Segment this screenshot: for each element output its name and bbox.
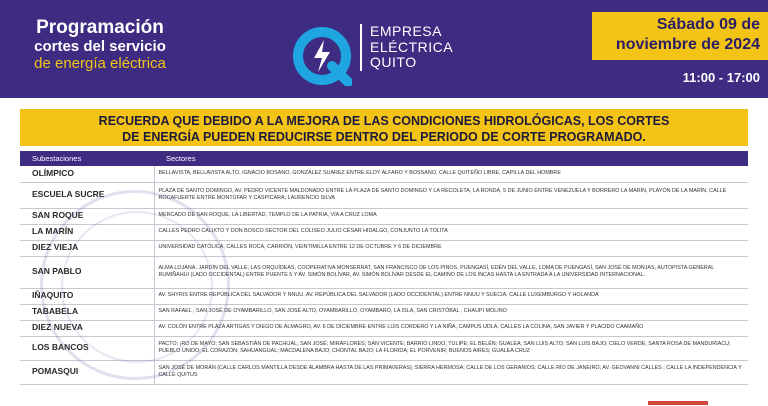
time-range: 11:00 - 17:00: [682, 70, 760, 85]
sectors-cell: CALLES PEDRO CALIXTO Y DON BOSCO SECTOR DEL COLISEO JULIO CÉSAR HIDALGO, CONJUNTO LA TOLITA: [154, 224, 748, 240]
substation-name: IÑAQUITO: [20, 288, 154, 304]
substation-name: DIEZ VIEJA: [20, 240, 154, 256]
company-name-line3: QUITO: [370, 54, 417, 70]
table-row: [20, 304, 748, 320]
table-row: [20, 182, 748, 208]
notice-line2: DE ENERGÍA PUEDEN REDUCIRSE DENTRO DEL PERIODO DE CORTE PROGRAMADO.: [122, 130, 646, 144]
table-row: [20, 256, 748, 288]
sectors-cell: MERCADO DE SAN ROQUE, LA LIBERTAD, TEMPLO DE LA PATRIA, VÍA A CRUZ LOMA: [154, 208, 748, 224]
notice-line1: RECUERDA QUE DEBIDO A LA MEJORA DE LAS CONDICIONES HIDROLÓGICAS, LOS CORTES: [98, 114, 670, 128]
sectors-cell: BELLAVISTA, BELLAVISTA ALTO, IGNACIO BOSANO, GONZÁLEZ SUAREZ ENTRE ELOY ALFARO Y BOSSANO, CALLE QUITEÑO LIBRE, CAPILLA DEL HOMBRE: [154, 166, 748, 182]
date-line1: Sábado 09 de: [656, 16, 760, 33]
substation-name: ESCUELA SUCRE: [20, 182, 154, 208]
substation-name: LOS BANCOS: [20, 336, 154, 360]
sectors-cell: SAN RAFAEL , SAN JOSÉ DE OYAMBARILLO, SAN JOSÉ ALTO, OYAMBARILLO, OYAMBARO, LA ISLA, SAN CRISTÓBAL , CHAUPI MOLINO: [154, 304, 748, 320]
table-row: [20, 208, 748, 224]
title-line3: de energía eléctrica: [34, 55, 166, 72]
sectors-cell: AV. SHYRIS ENTRE REPÚBLICA DEL SALVADOR Y NNUU, AV. REPÚBLICA DEL SALVADOR (LADO OCCIDENTAL) ENTRE NNUU Y SUECIA, CALLE LUXEMBURGO Y HOLANDA: [154, 288, 748, 304]
column-header-sectores: Sectores: [154, 151, 748, 166]
table-row: [20, 288, 748, 304]
title-line1: Programación: [36, 17, 164, 38]
table-row: [20, 360, 748, 384]
substation-name: OLÍMPICO: [20, 166, 154, 182]
table-row: [20, 336, 748, 360]
sectors-cell: AV. COLÓN ENTRE PLAZA ARTIGAS Y DIEGO DE ALMAGRO, AV. 6 DE DICIEMBRE ENTRE LUIS CORDERO Y LA NIÑA, CAMPUS UDLA, CALLES LA COLINA, SAN JAVIER Y PLACIDO CAAMAÑO: [154, 320, 748, 336]
date-line2: noviembre de 2024: [615, 36, 760, 53]
substation-name: LA MARÍN: [20, 224, 154, 240]
substation-name: TABABELA: [20, 304, 154, 320]
substation-name: SAN ROQUE: [20, 208, 154, 224]
column-header-subestaciones: Subestaciones: [20, 151, 154, 166]
table-row: [20, 166, 748, 182]
sectors-cell: PLAZA DE SANTO DOMINGO, AV. PEDRO VICENTE MALDONADO ENTRE LA PLAZA DE SANTO DOMINGO Y LA RECOLETA, LA RONDA, 5 DE JUNIO ENTRE VENEZUELA Y BORRERO LA MARÍN, PLAYÓN DE LA MARÍN, CALLE ROCAFUERTE ENTRE MONTÚFAR Y CASPICARA, LAURENCIO SILVA: [154, 182, 748, 208]
header-banner: [0, 0, 768, 98]
table-header-row: [20, 151, 748, 166]
sectors-cell: UNIVERSIDAD CATÓLICA, CALLES ROCA, CARRIÓN, VEINTIMILLA ENTRE 12 DE OCTUBRE Y 6 DE DICIEMBRE: [154, 240, 748, 256]
sectors-cell: SAN JOSÉ DE MORÁN (CALLE CARLOS MANTILLA DESDE ALAMBRA HASTA DE LAS PRIMAVERAS); SIERRA HERMOSA; CALLE DE LOS GERANIOS; CALLE RÍO DE JANEIRO; AV. GEOVANNI CALLES ; CALLE LA INDEPENDENCIA Y CALLE QUITUS: [154, 360, 748, 384]
substation-name: SAN PABLO: [20, 256, 154, 288]
footer-decoration: [648, 401, 708, 405]
date-badge: [592, 12, 768, 60]
page-title: [0, 18, 200, 72]
outage-schedule-table: [20, 151, 748, 385]
substation-name: POMASQUI: [20, 360, 154, 384]
title-line2: cortes del servicio: [34, 38, 166, 55]
company-name: [360, 24, 453, 71]
substation-name: DIEZ NUEVA: [20, 320, 154, 336]
table-row: [20, 224, 748, 240]
sectors-cell: ALMA LOJANA, JARDÍN DEL VALLE, LAS ORQUÍDEAS, COOPERATIVA MONSERRAT, SAN FRANCISCO DE LOS PINOS, PUENGASÍ, EDÉN DEL VALLE, LOMA DE PUENGASÍ, SAN JOSÉ DE MONJAS, AUTOPISTA GENERAL RUMIÑAHUI (LADO OCCIDENTAL) ENTRE PUENTE 5 Y AV. SIMÓN BOLÍVAR, AV. SIMÓN BOLÍVAR DESDE EL CAMINO DE LOS INCAS HASTA LA ENTRADA A LA UNIVERSIDAD INTERNACIONAL.: [154, 256, 748, 288]
sectors-cell: PACTO; ¡RO DE MAYO; SAN SEBASTIÁN DE PACHIJAL; SAN JOSÉ; MIRAFLORES; SAN VICENTE; BARRIO LINDO; TULIPE; EL BELÉN; GUALEA; SAN LUIS ALTO; SAN LUIS BAJO; CIELO VERDE; SANTA ROSA DE MANDURIACU; PUEBLO UNIDO; EL CORAZÓN; SAHUANGUAL; MACDALENA BAJO; CHONTAL BAJO; LA FLORIDA; EL PORVENIR; BUENOS AIRES; GUALEA CRUZ: [154, 336, 748, 360]
company-name-line2: ELÉCTRICA: [370, 38, 454, 55]
empresa-electrica-logo-icon: [292, 26, 352, 86]
table-row: [20, 240, 748, 256]
table-row: [20, 320, 748, 336]
company-name-line1: EMPRESA: [370, 23, 442, 39]
notice-banner: [20, 109, 748, 146]
